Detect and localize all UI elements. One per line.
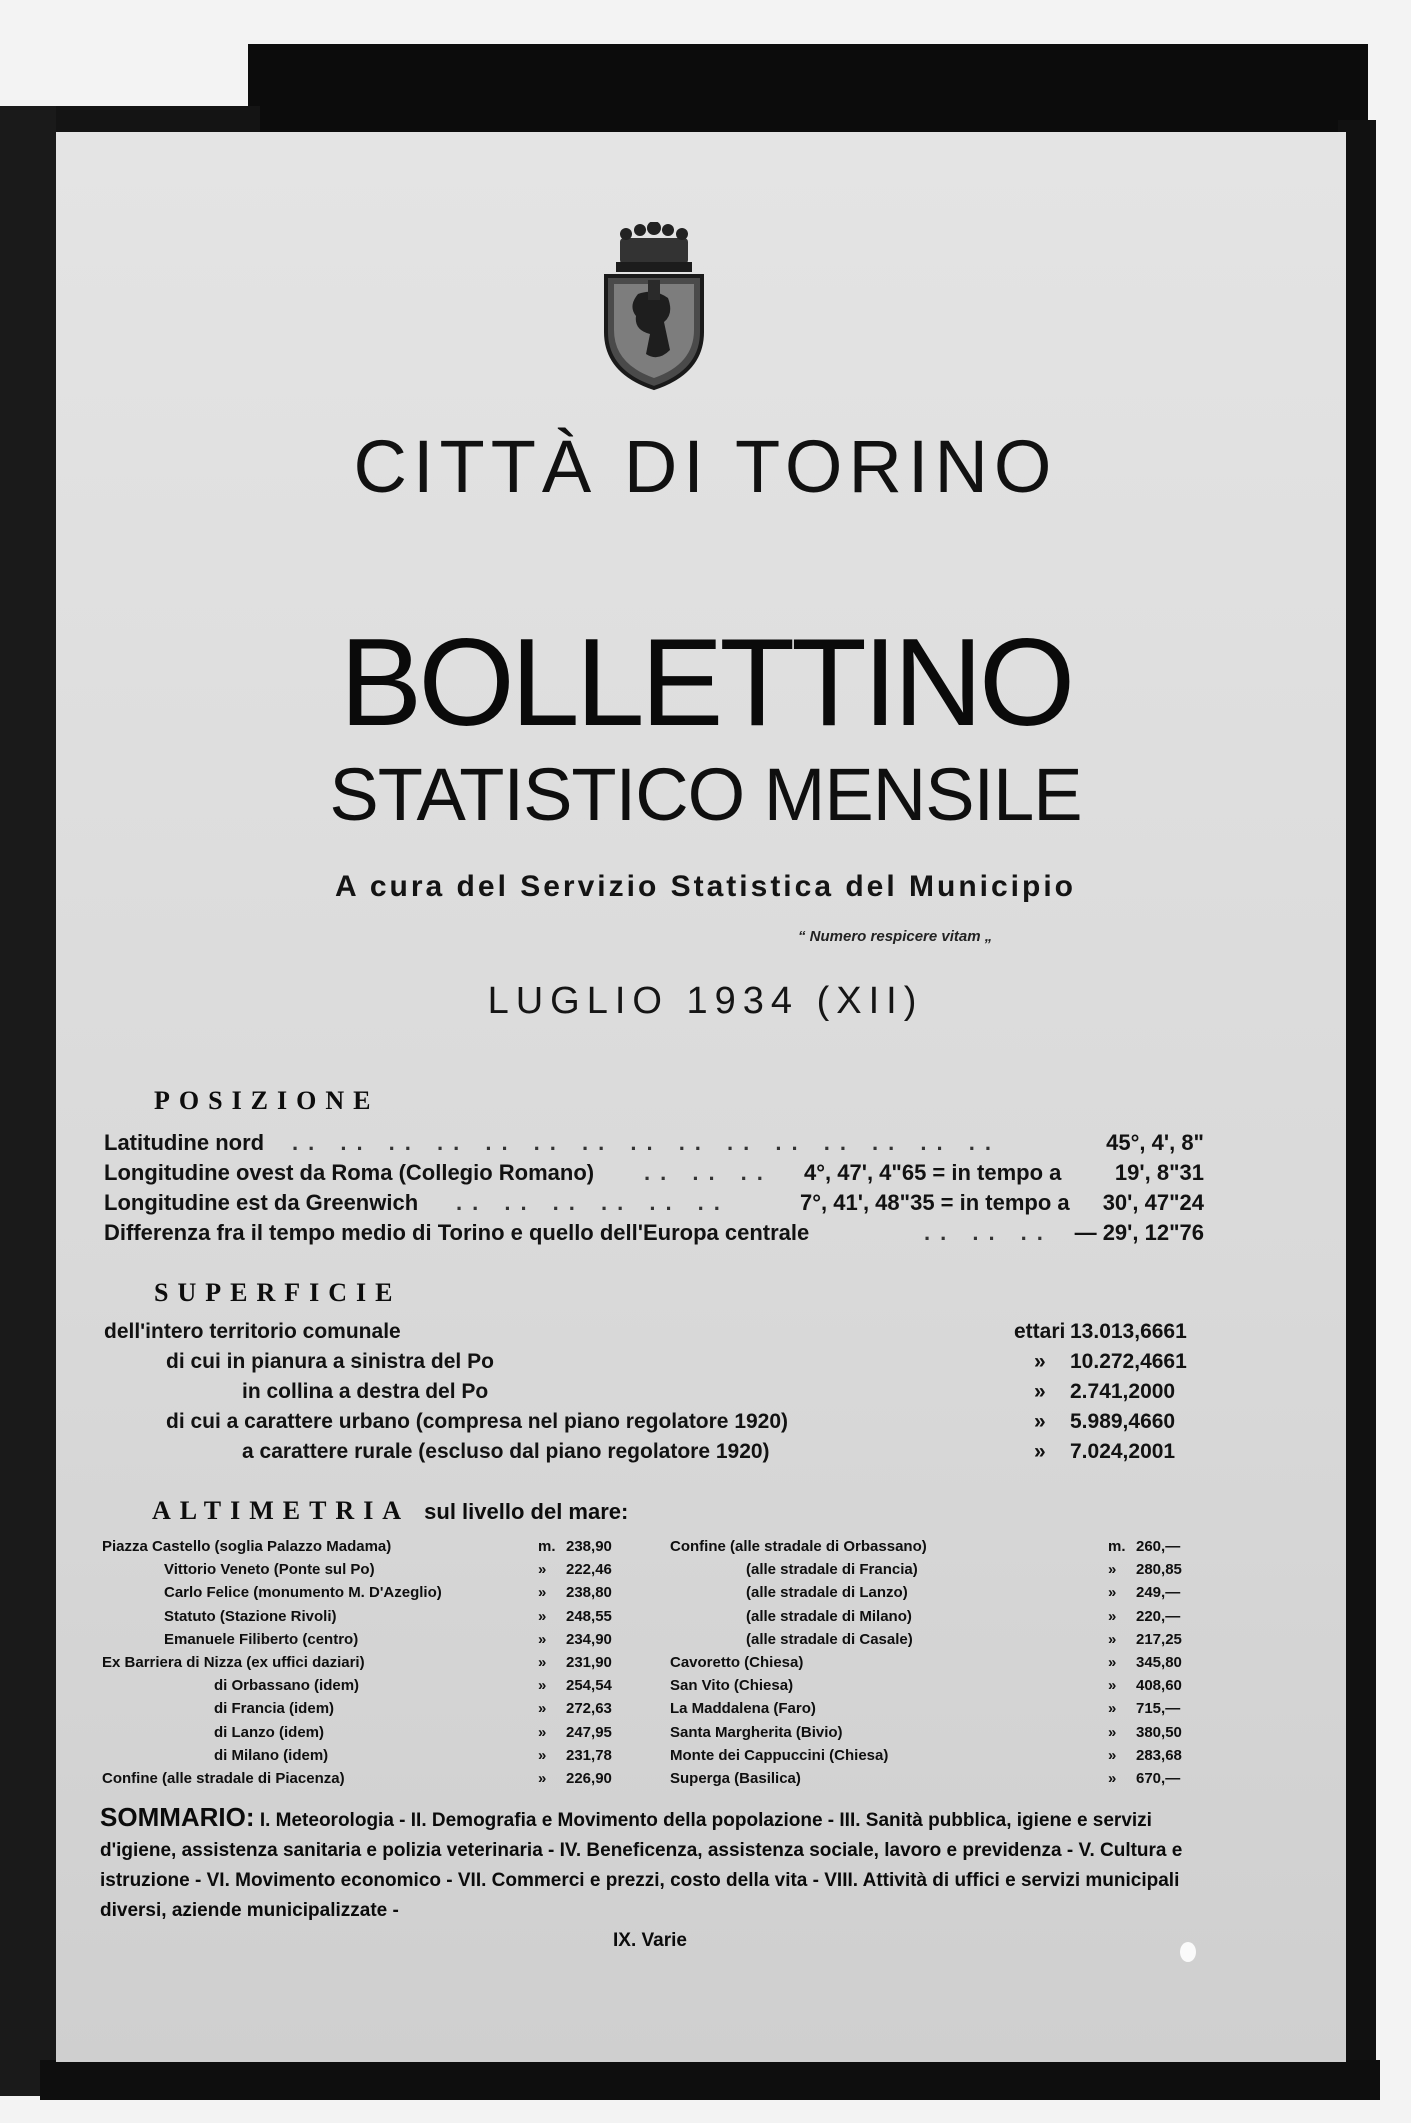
altimetria-value: 217,25 [1136, 1630, 1182, 1648]
altimetria-value: 247,95 [566, 1723, 612, 1741]
altimetria-unit: » [538, 1746, 547, 1764]
altimetria-row [102, 1608, 646, 1632]
altimetria-label: Confine (alle stradale di Piacenza) [102, 1770, 345, 1787]
altimetria-label: Santa Margherita (Bivio) [670, 1723, 843, 1741]
altimetria-row [670, 1538, 1216, 1562]
altimetria-label: Emanuele Filiberto (centro) [164, 1630, 359, 1648]
altimetria-value: 254,54 [566, 1677, 612, 1695]
bulletin-subtitle: STATISTICO MENSILE [329, 753, 1082, 836]
altimetria-value: 345,80 [1136, 1654, 1182, 1671]
altimetria-label: di Francia (idem) [214, 1700, 335, 1718]
superficie-heading: SUPERFICIE [154, 1278, 402, 1307]
altimetria-title: ALTIMETRIA [152, 1496, 409, 1525]
altimetria-label: La Maddalena (Faro) [670, 1700, 816, 1718]
posizione-leader: .. .. .. .. .. .. [456, 1190, 730, 1215]
sommario-last: IX. Varie [613, 1930, 687, 1951]
superficie-unit: ettari [1014, 1320, 1066, 1343]
altimetria-label: (alle stradale di Lanzo) [746, 1584, 908, 1602]
posizione-row [104, 1160, 1204, 1190]
posizione-leader: .. .. .. .. .. .. .. .. .. .. .. .. .. .. .. [292, 1130, 1001, 1155]
posizione-value: 45°, 4', 8" [1106, 1130, 1204, 1155]
altimetria-label: Carlo Felice (monumento M. D'Azeglio) [164, 1584, 442, 1602]
altimetria-row [102, 1677, 646, 1701]
posizione-leader: .. .. .. [644, 1160, 773, 1185]
superficie-row [104, 1320, 1204, 1350]
posizione-mid: 4°, 47', 4"65 = in tempo a [804, 1160, 1062, 1185]
sommario-head: SOMMARIO: [100, 1802, 255, 1832]
altimetria-label: (alle stradale di Francia) [746, 1561, 918, 1579]
altimetria-unit: » [1108, 1654, 1117, 1671]
altimetria-label: Cavoretto (Chiesa) [670, 1654, 804, 1671]
altimetria-label: (alle stradale di Milano) [746, 1607, 912, 1625]
film-border-top [248, 44, 1368, 132]
altimetria-value: 222,46 [566, 1561, 612, 1579]
altimetria-unit: » [1108, 1723, 1117, 1741]
superficie-value: 7.024,2001 [1070, 1440, 1176, 1463]
altimetria-unit: » [538, 1677, 547, 1695]
film-border-left [0, 106, 56, 2096]
altimetria-row [670, 1631, 1216, 1655]
altimetria-row [670, 1654, 1216, 1678]
altimetria-unit: » [1108, 1700, 1117, 1718]
superficie-unit: » [1034, 1410, 1046, 1433]
altimetria-value: 670,— [1136, 1770, 1181, 1787]
altimetria-value: 260,— [1136, 1538, 1181, 1555]
posizione-label: Latitudine nord [104, 1130, 265, 1155]
superficie-row [104, 1440, 1204, 1470]
altimetria-label: Ex Barriera di Nizza (ex uffici daziari) [102, 1654, 365, 1671]
altimetria-label: Statuto (Stazione Rivoli) [164, 1607, 337, 1625]
superficie-label: dell'intero territorio comunale [104, 1320, 401, 1343]
altimetria-label: di Milano (idem) [214, 1746, 329, 1764]
altimetria-row [102, 1654, 646, 1678]
altimetria-value: 220,— [1136, 1607, 1181, 1625]
altimetria-heading [152, 1496, 628, 1526]
film-speck [1180, 1942, 1196, 1962]
superficie-value: 13.013,6661 [1070, 1320, 1187, 1343]
altimetria-label: Monte dei Cappuccini (Chiesa) [670, 1746, 889, 1764]
altimetria-row [670, 1608, 1216, 1632]
altimetria-unit: » [538, 1770, 547, 1787]
altimetria-label: di Orbassano (idem) [214, 1677, 360, 1695]
posizione-row [104, 1220, 1204, 1250]
posizione-label: Longitudine est da Greenwich [104, 1190, 419, 1215]
altimetria-row [102, 1747, 646, 1771]
altimetria-value: 408,60 [1136, 1677, 1182, 1695]
altimetria-value: 238,90 [566, 1538, 612, 1555]
posizione-heading: POSIZIONE [154, 1086, 380, 1115]
issue-month: LUGLIO 1934 (XII) [487, 980, 924, 1022]
superficie-row [104, 1410, 1204, 1440]
altimetria-unit: » [1108, 1770, 1117, 1787]
altimetria-row [102, 1631, 646, 1655]
posizione-value: 30', 47"24 [1102, 1190, 1204, 1215]
altimetria-unit: m. [538, 1538, 556, 1555]
superficie-unit: » [1034, 1350, 1046, 1373]
altimetria-value: 234,90 [566, 1630, 612, 1648]
superficie-row [104, 1350, 1204, 1380]
altimetria-label: Superga (Basilica) [670, 1770, 801, 1787]
altimetria-unit: » [1108, 1677, 1117, 1695]
posizione-label: Differenza fra il tempo medio di Torino e quello dell'Europa centrale [104, 1220, 810, 1245]
city-name: CITTÀ DI TORINO [353, 425, 1058, 508]
altimetria-unit: » [538, 1561, 547, 1579]
posizione-row [104, 1130, 1204, 1160]
superficie-label: in collina a destra del Po [242, 1380, 489, 1403]
altimetria-value: 272,63 [566, 1700, 612, 1718]
bulletin-title: BOLLETTINO [339, 614, 1072, 752]
altimetria-value: 231,78 [566, 1746, 612, 1764]
altimetria-row [102, 1724, 646, 1748]
altimetria-row [102, 1538, 646, 1562]
altimetria-value: 249,— [1136, 1584, 1181, 1602]
altimetria-label: San Vito (Chiesa) [670, 1677, 794, 1695]
altimetria-row [102, 1770, 646, 1794]
altimetria-unit: » [1108, 1584, 1117, 1602]
altimetria-unit: m. [1108, 1538, 1126, 1555]
altimetria-row [670, 1700, 1216, 1724]
posizione-label: Longitudine ovest da Roma (Collegio Romano) [104, 1160, 595, 1185]
altimetria-unit: » [1108, 1630, 1117, 1648]
posizione-mid: 7°, 41', 48"35 = in tempo a [800, 1190, 1070, 1215]
posizione-leader: .. .. .. [924, 1220, 1053, 1245]
altimetria-label: Vittorio Veneto (Ponte sul Po) [164, 1561, 375, 1579]
altimetria-row [102, 1584, 646, 1608]
film-border-bottom [40, 2060, 1380, 2100]
altimetria-value: 248,55 [566, 1607, 612, 1625]
city-crest-icon [598, 222, 710, 392]
superficie-value: 2.741,2000 [1070, 1380, 1176, 1403]
altimetria-label: (alle stradale di Casale) [746, 1630, 913, 1648]
altimetria-row [670, 1584, 1216, 1608]
altimetria-row [670, 1677, 1216, 1701]
altimetria-unit: » [538, 1630, 547, 1648]
altimetria-unit: » [1108, 1746, 1117, 1764]
posizione-value: — 29', 12"76 [1074, 1220, 1204, 1245]
altimetria-value: 226,90 [566, 1770, 612, 1787]
altimetria-unit: » [538, 1654, 547, 1671]
altimetria-row [102, 1700, 646, 1724]
altimetria-row [670, 1561, 1216, 1585]
sommario [100, 1802, 1200, 1956]
altimetria-note: sul livello del mare: [424, 1499, 629, 1524]
superficie-value: 5.989,4660 [1070, 1410, 1176, 1433]
altimetria-value: 280,85 [1136, 1561, 1182, 1579]
altimetria-row [670, 1724, 1216, 1748]
altimetria-row [670, 1770, 1216, 1794]
posizione-value: 19', 8"31 [1114, 1160, 1204, 1185]
curator-line: A cura del Servizio Statistica del Municipio [334, 870, 1077, 903]
motto: “ Numero respicere vitam „ [798, 928, 993, 945]
altimetria-value: 380,50 [1136, 1723, 1182, 1741]
altimetria-label: Confine (alle stradale di Orbassano) [670, 1538, 927, 1555]
superficie-label: di cui a carattere urbano (compresa nel piano regolatore 1920) [166, 1410, 789, 1433]
superficie-row [104, 1380, 1204, 1410]
altimetria-value: 231,90 [566, 1654, 612, 1671]
altimetria-label: Piazza Castello (soglia Palazzo Madama) [102, 1538, 392, 1555]
altimetria-unit: » [538, 1700, 547, 1718]
altimetria-unit: » [1108, 1607, 1117, 1625]
superficie-unit: » [1034, 1440, 1046, 1463]
altimetria-value: 715,— [1136, 1700, 1181, 1718]
altimetria-unit: » [538, 1723, 547, 1741]
altimetria-label: di Lanzo (idem) [214, 1723, 324, 1741]
posizione-row [104, 1190, 1204, 1220]
altimetria-row [102, 1561, 646, 1585]
altimetria-value: 238,80 [566, 1584, 612, 1602]
altimetria-unit: » [538, 1607, 547, 1625]
altimetria-row [670, 1747, 1216, 1771]
sommario-text: I. Meteorologia - II. Demografia e Movimento della popolazione - III. Sanità pubblica, igiene e servizi d'igiene, assistenza sanitaria e polizia veterinaria - IV. Beneficenza, assistenza sociale, lavoro e previdenza - V. Cultura e istruzione - VI. Movimento economico - VII. Commerci e prezzi, costo della vita - VIII. Attività di uffici e servizi municipali diversi, aziende municipalizzate - [100, 1810, 1183, 1921]
superficie-label: di cui in pianura a sinistra del Po [166, 1350, 494, 1373]
superficie-value: 10.272,4661 [1070, 1350, 1187, 1373]
altimetria-unit: » [538, 1584, 547, 1602]
altimetria-unit: » [1108, 1561, 1117, 1579]
superficie-label: a carattere rurale (escluso dal piano regolatore 1920) [242, 1440, 770, 1463]
superficie-unit: » [1034, 1380, 1046, 1403]
altimetria-value: 283,68 [1136, 1746, 1182, 1764]
